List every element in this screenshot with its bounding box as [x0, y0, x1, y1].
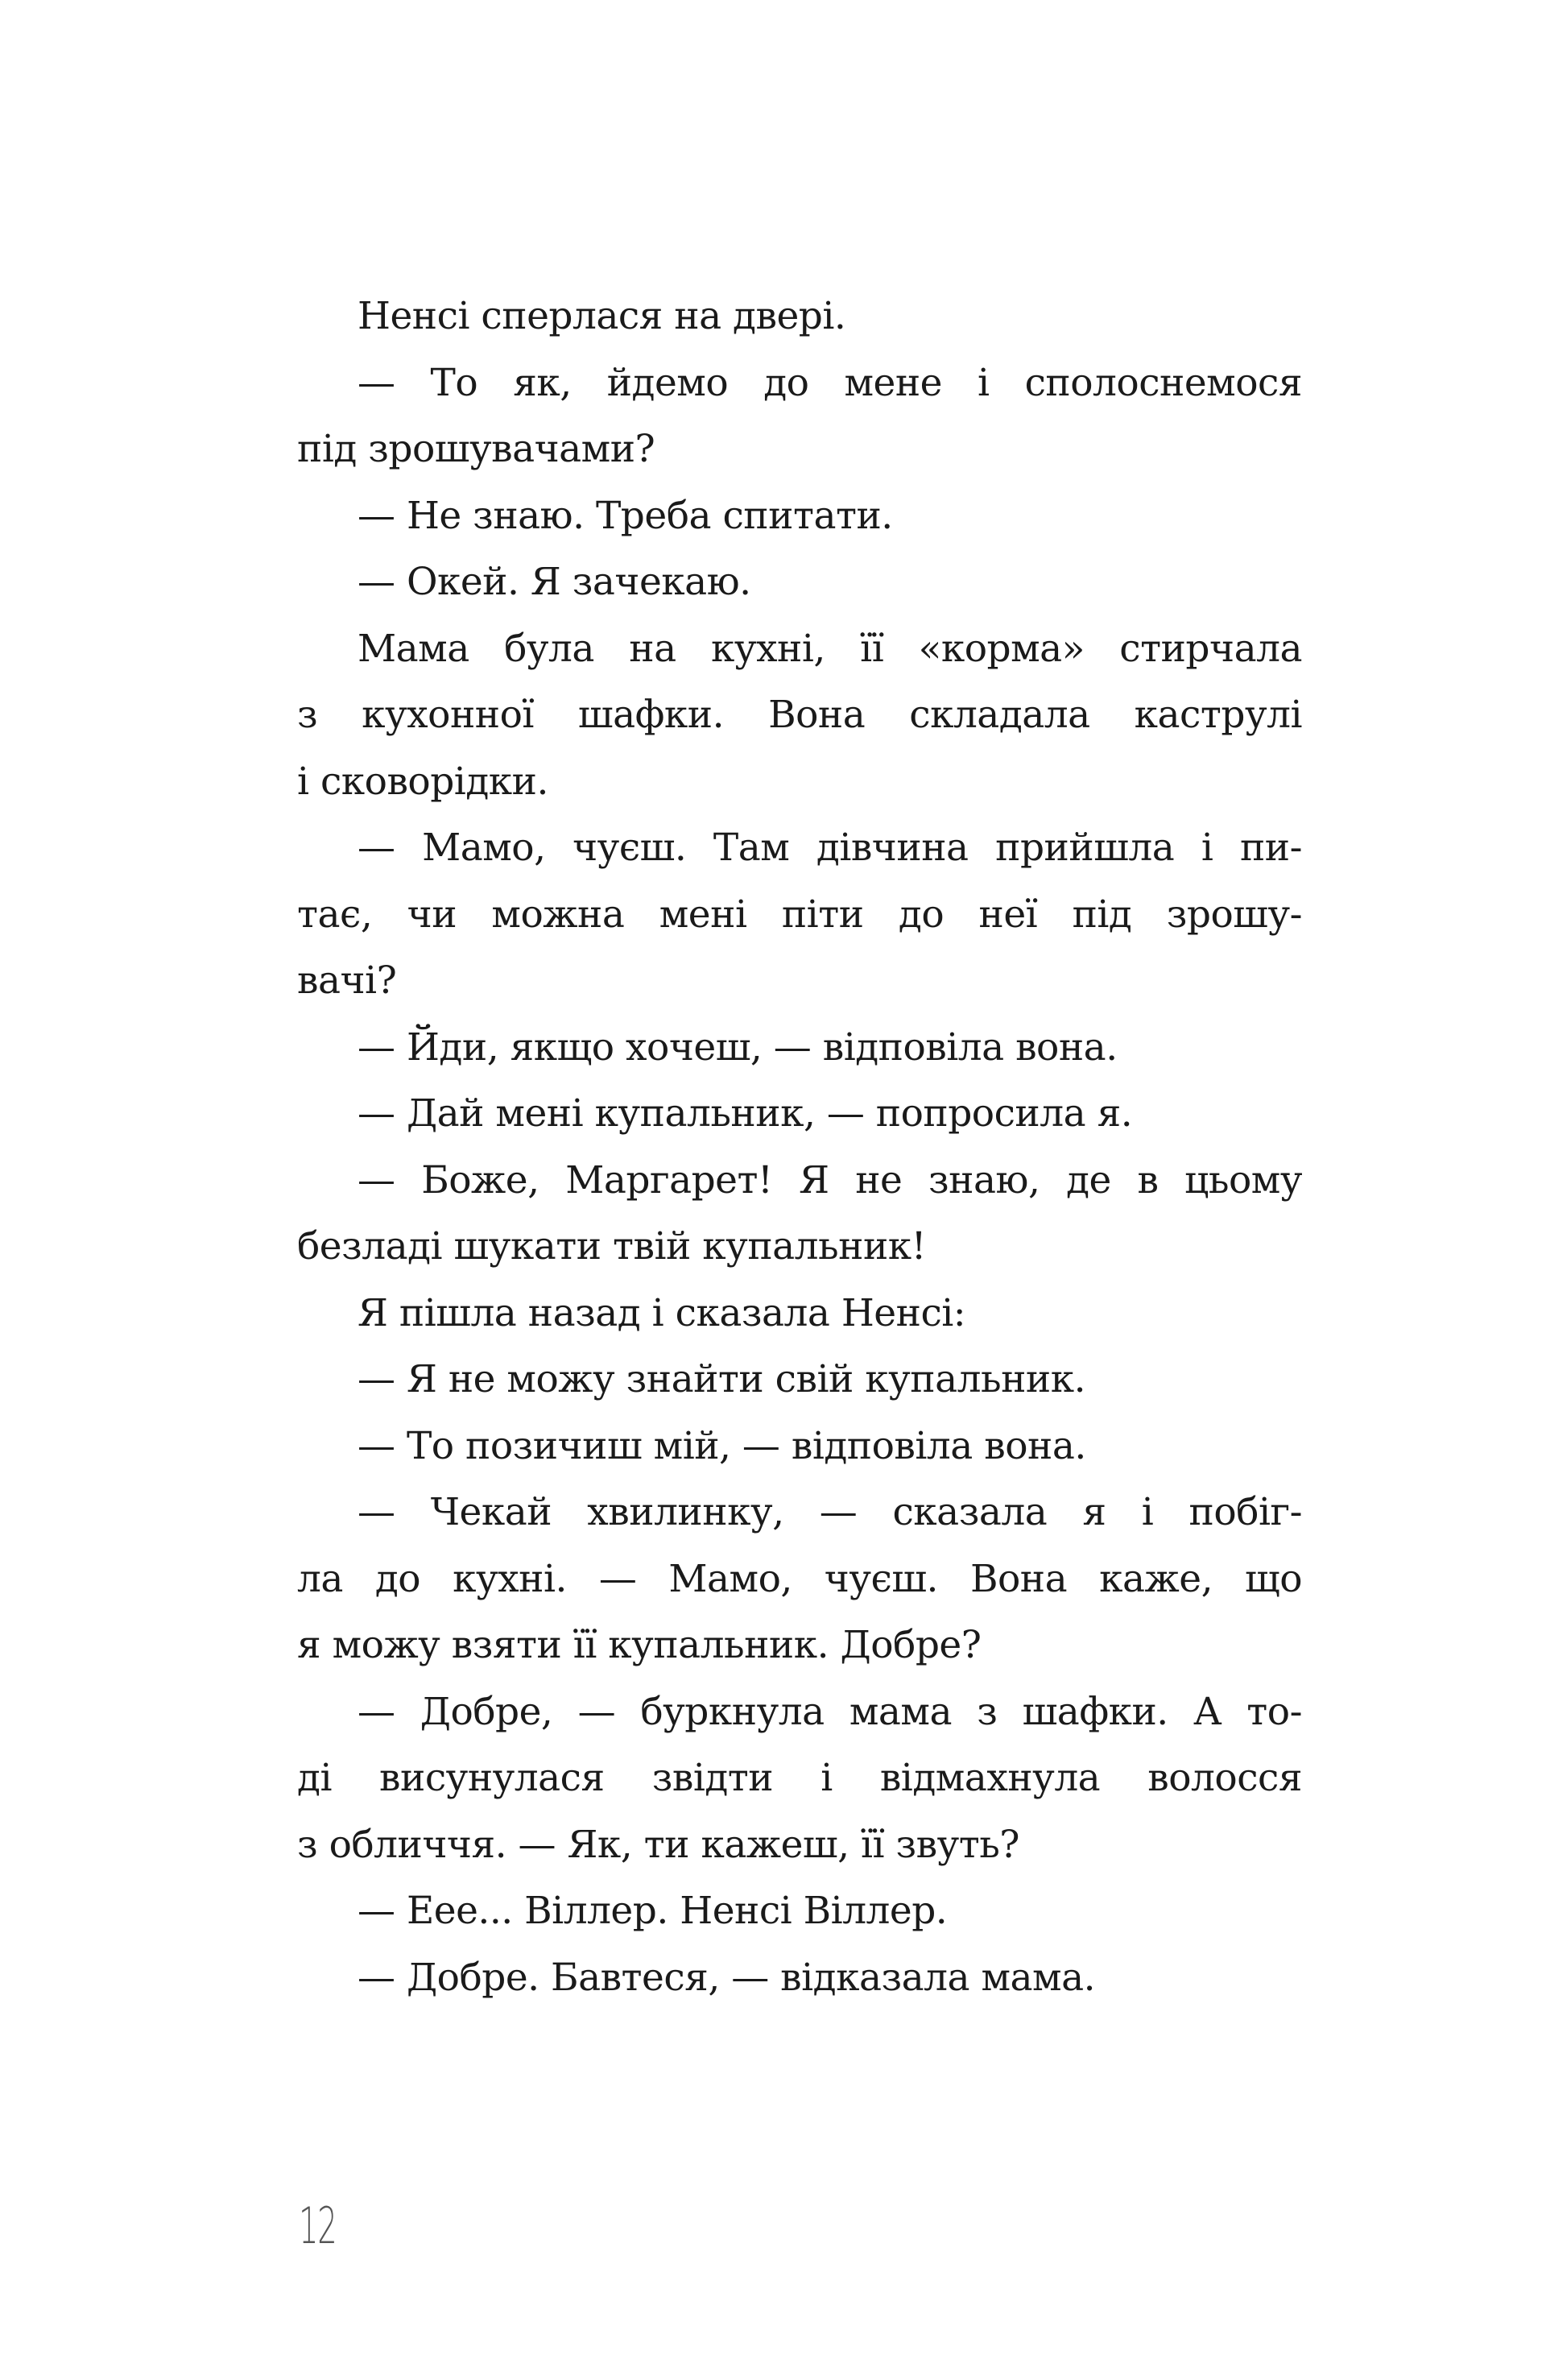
text-line: — Чекай хвилинку, — сказала я і побіг-	[358, 1490, 1302, 1534]
text-line: — Окей. Я зачекаю.	[358, 560, 751, 604]
page-number: 12	[299, 2196, 337, 2255]
text-line: — Не знаю. Треба спитати.	[358, 493, 893, 538]
text-line: під зрошувачами?	[297, 427, 655, 471]
text-line: тає, чи можна мені піти до неї під зрошу-	[297, 892, 1302, 937]
text-line: безладі шукати твій купальник!	[297, 1224, 927, 1269]
text-line: ла до кухні. — Мамо, чуєш. Вона каже, що	[297, 1556, 1302, 1601]
text-line: — Йди, якщо хочеш, — відповіла вона.	[358, 1024, 1118, 1070]
text-line: з обличчя. — Як, ти кажеш, її звуть?	[297, 1822, 1020, 1867]
body-text	[297, 284, 1302, 2011]
text-line: Мама була на кухні, її «корма» стирчала	[358, 626, 1302, 671]
text-line: я можу взяти її купальник. Добре?	[297, 1623, 982, 1667]
text-line: — Добре. Бавтеся, — відказала мама.	[358, 1955, 1096, 2000]
text-line: — То як, йдемо до мене і сполоснемося	[358, 360, 1302, 405]
text-line: Ненсі сперлася на двері.	[358, 294, 846, 338]
text-line: — Дай мені купальник, — попросила я.	[358, 1091, 1133, 1136]
text-line: — То позичиш мій, — відповіла вона.	[358, 1423, 1086, 1468]
text-line: Я пішла назад і сказала Ненсі:	[358, 1290, 966, 1335]
text-line: — Добре, — буркнула мама з шафки. А то-	[358, 1689, 1302, 1734]
text-line: — Мамо, чуєш. Там дівчина прийшла і пи-	[358, 826, 1302, 870]
text-line: з кухонної шафки. Вона складала каструлі	[297, 693, 1302, 737]
text-line: — Я не можу знайти свій купальник.	[358, 1357, 1086, 1401]
text-line: — Еее... Віллер. Ненсі Віллер.	[358, 1889, 948, 1933]
text-line: — Боже, Маргарет! Я не знаю, де в цьому	[358, 1157, 1302, 1202]
text-line: і сковорідки.	[297, 759, 548, 804]
text-line: вачі?	[297, 958, 397, 1003]
text-line: ді висунулася звідти і відмахнула волосся	[297, 1756, 1302, 1800]
